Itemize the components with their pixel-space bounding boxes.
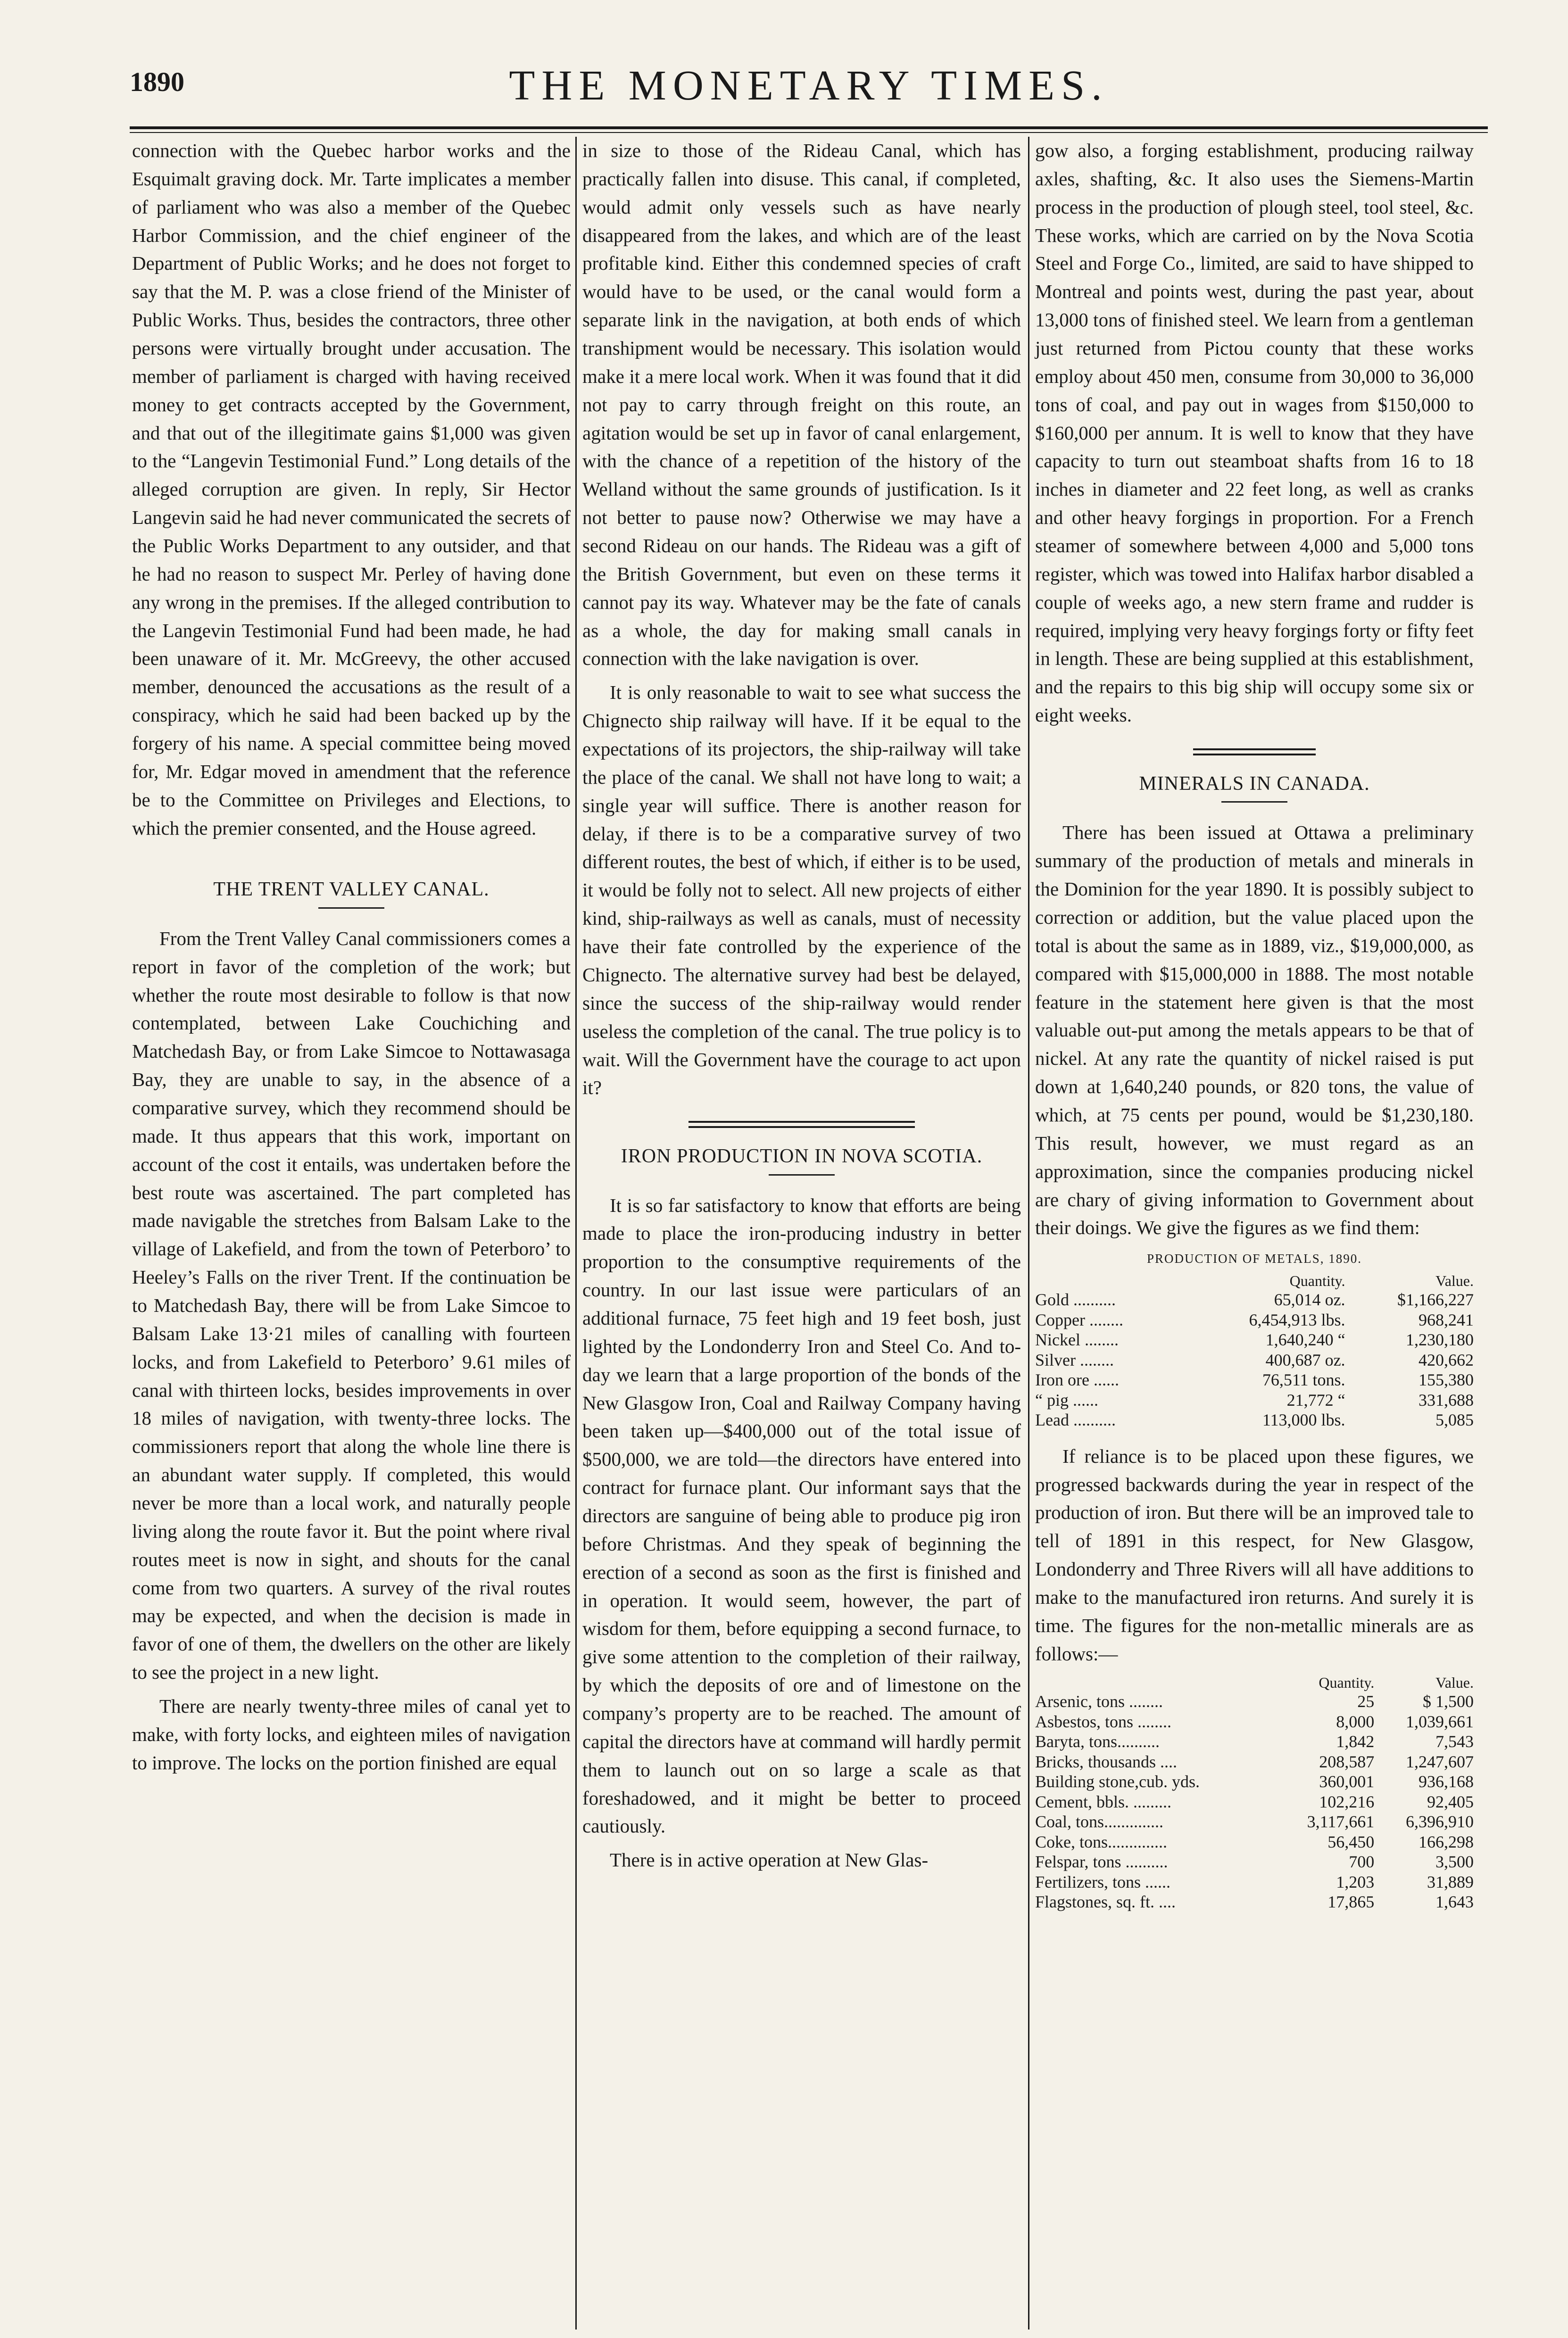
row-value: $ 1,500 [1423,1692,1474,1711]
row-name: Baryta, tons.......... [1035,1732,1160,1751]
row-name: Arsenic, tons ........ [1035,1692,1163,1711]
masthead-title: THE MONETARY TIMES. [509,62,1109,109]
row-name: Bricks, thousands .... [1035,1752,1177,1771]
table-row [1035,1691,1474,1711]
article-heading-trent-valley-canal: THE TRENT VALLEY CANAL. [213,879,489,901]
row-value: 1,247,607 [1406,1752,1474,1771]
table-row [1035,1832,1474,1852]
page-header [130,61,1488,132]
row-value: 331,688 [1419,1390,1474,1409]
row-quantity: 360,001 [1319,1772,1375,1791]
row-quantity: 208,587 [1319,1752,1375,1771]
row-quantity: 56,450 [1327,1832,1375,1851]
article-paragraph: From the Trent Valley Canal commissioners comes a report in favor of the completion of the work; but whether the route most desirable to follow is that now contemplated, between Lake Couchiching and Matchedash Bay, or from Lake Simcoe to Nottawasaga Bay, they are unable to say, in the absence of a comparative survey, which they recommend should be made. It thus appears that this work, important on account of the cost it entails, was undertaken before the best route was ascertained. The part completed has made navigable the stretches from Balsam Lake to the village of Lakefield, and from the town of Peterboro’ to Heeley’s Falls on the river Trent. If the continuation be to Matchedash Bay, there will be from Lake Simcoe to Balsam Lake 13·21 miles of canalling with fourteen locks, and from Lakefield to Peterboro’ 9.61 miles of canal with thirteen locks, besides improvements in over 18 miles of navigation, with twenty-three locks. The commissioners report that along the whole line there is an abundant water supply. If completed, this would never be more than a local work, and naturally people living along the route favor it. But the point where rival routes meet is now in sight, and shouts for the canal come from two quarters. A survey of the rival routes may be expected, and when the decision is made in favor of one of them, the dwellers on the other are likely to see the project in a new light. [132,927,571,1683]
metals-quantity-header: Quantity. [1289,1272,1345,1289]
header-rule-thin [130,132,1488,133]
row-value: 7,543 [1435,1732,1474,1751]
article-paragraph: in size to those of the Rideau Canal, which has practically fallen into disuse. This canal, if completed, would admit only vessels such as have nearly disappeared from the lakes, and which are of the least profitable kind. Either this condemned species of craft would have to be used, or the canal would form a separate link in the navigation, at both ends of which transhipment would be necessary. This isolation would make it a mere local work. When it was found that it did not pay to carry through freight on this route, an agitation would be set up in favor of canal enlargement, with the chance of a repetition of the history of the Welland without the same grounds of justification. Is it not better to pause now? Otherwise we may have a second Rideau on our hands. The Rideau was a gift of the British Government, but even on these terms it cannot pay its way. Whatever may be the fate of canals as a whole, the day for making small canals in connection with the lake navigation is over. [582,140,1021,670]
row-quantity: 1,203 [1336,1872,1375,1891]
row-value: $1,166,227 [1397,1290,1474,1310]
table-row [1035,1892,1474,1912]
row-value: 6,396,910 [1406,1812,1474,1832]
row-quantity: 25 [1357,1692,1375,1711]
row-name: Fertilizers, tons ...... [1035,1872,1170,1891]
table-row [1035,1812,1474,1832]
row-name: Copper ........ [1035,1310,1123,1329]
heading-rule [769,1174,835,1176]
table-row [1035,1732,1474,1751]
metals-value-header: Value. [1435,1272,1474,1289]
article-paragraph: There is in active operation at New Glas- [610,1849,929,1871]
column-divider-2 [1028,137,1029,2330]
row-quantity: 76,511 tons. [1262,1370,1345,1390]
table-row [1035,1752,1474,1772]
page-number: 1890 [130,66,184,97]
row-name: Building stone,cub. yds. [1035,1772,1200,1791]
table-row [1035,1772,1474,1791]
row-name: Lead .......... [1035,1410,1116,1430]
article-paragraph: If reliance is to be placed upon these figures, we progressed backwards during the year in respect of the production of iron. But there will be an improved tale to tell of 1891 in this respect, for New Glasgow, Londonderry and Three Rivers will all have additions to make to the manufactured iron returns. And surely it is time. The figures for the non-metallic minerals are as follows:— [1035,1445,1474,1665]
row-value: 1,039,661 [1406,1712,1474,1731]
row-name: Felspar, tons .......... [1035,1852,1168,1872]
row-name: Silver ........ [1035,1350,1114,1369]
article-heading-minerals-in-canada: MINERALS IN CANADA. [1139,773,1370,795]
heading-rule [1221,801,1287,803]
table-row [1035,1330,1474,1350]
article-paragraph: It is so far satisfactory to know that efforts are being made to place the iron-producing industry in better proportion to the consumptive requirements of the country. In our last issue were particulars of an additional furnace, 75 feet high and 19 feet bosh, just lighted by the Londonderry Iron and Steel Co. And to-day we learn that a large proportion of the bonds of the New Glasgow Iron, Coal and Railway Company having been taken up—$400,000 out of the total issue of $500,000, we are told—the directors have entered into contract for furnace plant. Our informant says that the directors are sanguine of being able to produce pig iron before Christmas. And they speak of beginning the erection of a second as soon as the first is finished and in operation. It would seem, however, the part of wisdom for them, before equipping a second furnace, to give some attention to the completion of their railway, by which the deposits of ore and of limestone on the company’s property are to be reached. The amount of capital the directors have at command will hardly permit them to launch out on so large a scale as that foreshadowed, and it might be better to proceed cautiously. [582,1194,1021,1837]
article-heading-iron-production: IRON PRODUCTION IN NOVA SCOTIA. [621,1145,983,1168]
row-name: “ pig ...... [1035,1390,1098,1409]
row-name: Nickel ........ [1035,1330,1119,1350]
column-1 [132,137,571,1783]
heading-rule [318,907,384,909]
article-paragraph: It is only reasonable to wait to see what success the Chignecto ship railway will have. If it be equal to the expectations of its projectors, the ship-railway will take the place of the canal. We shall not have long to wait; a single year will suffice. There is another reason for delay, if there is to be a comparative survey of two different routes, the best of which, if either is to be used, it would be folly not to select. All new projects of either kind, ship-railways as well as canals, must of necessity have their fate controlled by the experience of the Chignecto. The alternative survey had best be delayed, since the success of the ship-railway would render useless the completion of the canal. The true policy is to wait. Will the Government have the courage to act upon it? [582,681,1021,1099]
table-row [1035,1350,1474,1370]
row-value: 936,168 [1419,1772,1474,1791]
column-divider-1 [575,137,577,2330]
table-row [1035,1410,1474,1430]
article-paragraph: There are nearly twenty-three miles of canal yet to make, with forty locks, and eighteen miles of navigation to improve. The locks on the portion finished are equal [132,1695,571,1774]
table-row [1035,1792,1474,1812]
article-paragraph: gow also, a forging establishment, producing railway axles, shafting, &c. It also uses the Siemens-Martin process in the production of plough steel, tool steel, &c. These works, which are carried on by the Nova Scotia Steel and Forge Co., limited, are said to have shipped to Montreal and points west, during the past year, about 13,000 tons of finished steel. We learn from a gentleman just returned from Pictou county that these works employ about 450 men, consume from 30,000 to 36,000 tons of coal, and pay out in wages from $150,000 to $160,000 per annum. It is well to know that they have capacity to turn out steamboat shafts from 16 to 18 inches in diameter and 22 feet long, as well as cranks and other heavy forgings in proportion. For a French steamer of somewhere between 4,000 and 5,000 tons register, which was towed into Halifax harbor disabled a couple of weeks ago, a new stern frame and rudder is required, implying very heavy forgings forty or fifty feet in length. These are being supplied at this establishment, and the repairs to this big ship will occupy some six or eight weeks. [1035,140,1474,726]
article-separator [689,1121,915,1128]
row-quantity: 400,687 oz. [1265,1350,1345,1369]
minerals-value-header: Value. [1435,1674,1474,1691]
row-name: Coke, tons.............. [1035,1832,1168,1851]
table-row [1035,1712,1474,1732]
row-quantity: 1,640,240 “ [1265,1330,1345,1350]
row-quantity: 113,000 lbs. [1262,1410,1345,1430]
row-name: Coal, tons.............. [1035,1812,1164,1832]
metals-production-table [1035,1272,1474,1430]
table-row [1035,1370,1474,1390]
row-name: Flagstones, sq. ft. .... [1035,1892,1176,1911]
row-quantity: 8,000 [1336,1712,1375,1731]
article-paragraph: There has been issued at Ottawa a preliminary summary of the production of metals and minerals in the Dominion for the year 1890. It is possibly subject to correction or addition, but the value placed upon the total is about the same as in 1889, viz., $19,000,000, as compared with $15,000,000 in 1888. The most notable feature in the statement here given is that the most valuable out-put among the metals appears to be that of nickel. At any rate the quantity of nickel raised is put down at 1,640,240 pounds, or 820 tons, the value of which, at 75 cents per pound, would be $1,230,180. This result, however, we must regard as an approximation, since the companies producing nickel are chary of giving information to Government about their doings. We give the figures as we find them: [1035,821,1474,1239]
minerals-production-table [1035,1674,1474,1912]
row-value: 3,500 [1435,1852,1474,1872]
table-row [1035,1852,1474,1872]
table-row [1035,1310,1474,1330]
table-row [1035,1290,1474,1310]
row-value: 155,380 [1419,1370,1474,1390]
row-quantity: 3,117,661 [1307,1812,1375,1832]
row-value: 31,889 [1427,1872,1474,1891]
metals-table-title: PRODUCTION OF METALS, 1890. [1146,1252,1362,1266]
header-rule-thick [130,126,1488,129]
row-value: 420,662 [1419,1350,1474,1369]
row-name: Iron ore ...... [1035,1370,1119,1390]
article-separator [1193,748,1316,755]
row-value: 5,085 [1435,1410,1474,1430]
row-value: 968,241 [1419,1310,1474,1329]
table-row [1035,1872,1474,1892]
row-name: Asbestos, tons ........ [1035,1712,1172,1731]
table-row [1035,1390,1474,1410]
row-value: 92,405 [1427,1792,1474,1811]
row-quantity: 6,454,913 lbs. [1249,1310,1345,1329]
column-2 [582,137,1021,1880]
row-name: Gold .......... [1035,1290,1116,1310]
row-quantity: 21,772 “ [1286,1390,1345,1409]
row-value: 166,298 [1419,1832,1474,1851]
row-quantity: 102,216 [1319,1792,1375,1811]
column-3 [1035,137,1474,1912]
row-value: 1,643 [1435,1892,1474,1911]
row-quantity: 700 [1349,1852,1375,1872]
article-paragraph: connection with the Quebec harbor works and the Esquimalt graving dock. Mr. Tarte implicates a member of parliament who was also a member of the Quebec Harbor Commission, and the chief engineer of the Department of Public Works; and he does not forget to say that the M. P. was a close friend of the Minister of Public Works. Thus, besides the contractors, three other persons were virtually brought under accusation. The member of parliament is charged with having received money to get contracts accepted by the Government, and that out of the illegitimate gains $1,000 was given to the “Langevin Testimonial Fund.” Long details of the alleged corruption are given. In reply, Sir Hector Langevin said he had never communicated the secrets of the Public Works Department to any outsider, and that he had no reason to suspect Mr. Perley of having done any wrong in the premises. If the alleged contribution to the Langevin Testimonial Fund had been made, he had been unaware of it. Mr. McGreevy, the other accused member, denounced the accusations as the result of a conspiracy, which he said had been backed up by the forgery of his name. A special committee being moved for, Mr. Edgar moved in amendment that the reference be to the Committee on Privileges and Elections, to which the premier consented, and the House agreed. [132,140,571,839]
row-quantity: 65,014 oz. [1274,1290,1345,1310]
row-quantity: 17,865 [1327,1892,1375,1911]
minerals-quantity-header: Quantity. [1319,1674,1375,1691]
row-name: Cement, bbls. ......... [1035,1792,1171,1811]
row-value: 1,230,180 [1406,1330,1474,1350]
row-quantity: 1,842 [1336,1732,1375,1751]
